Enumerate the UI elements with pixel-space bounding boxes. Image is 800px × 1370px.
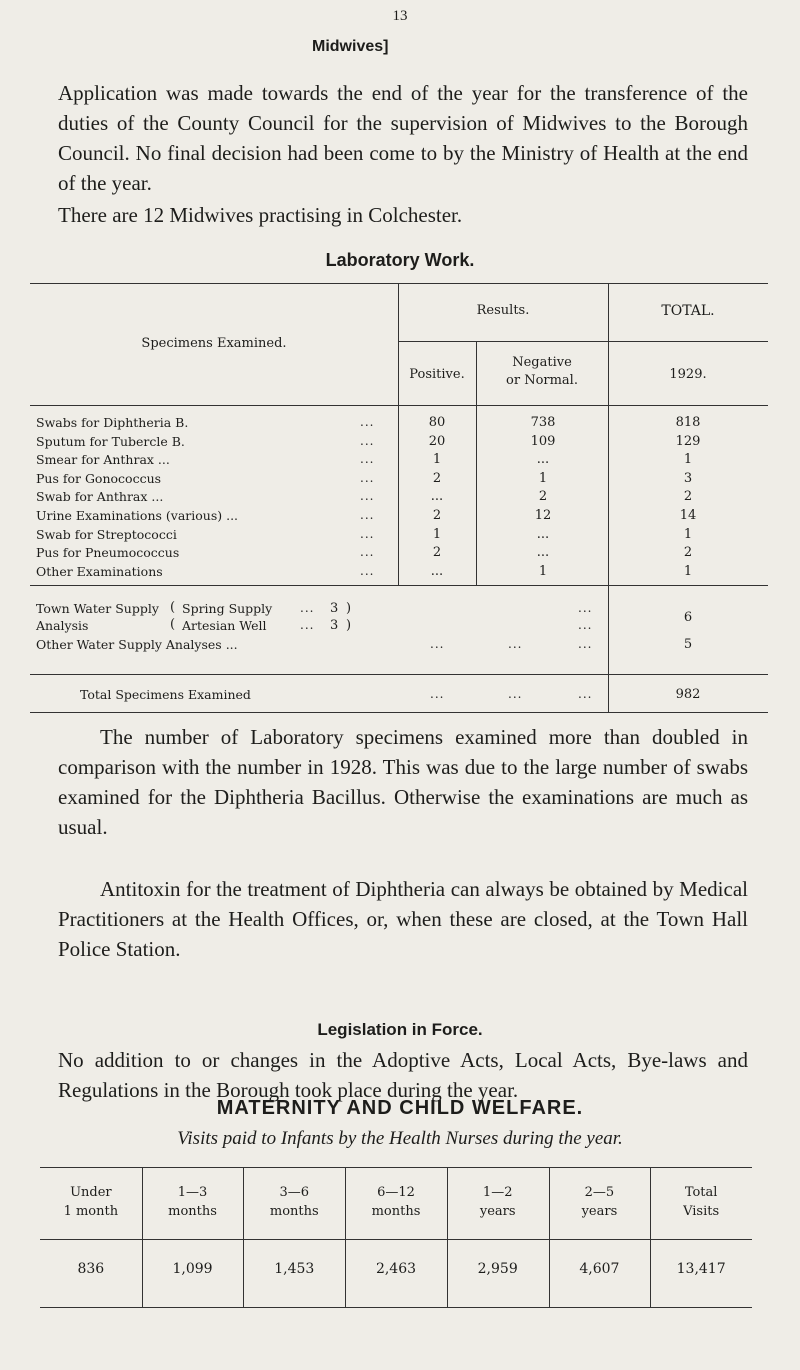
- positive-header: Positive.: [409, 367, 465, 382]
- visits-header-line1: Under: [70, 1185, 112, 1200]
- visits-value: 2,959: [477, 1261, 518, 1277]
- lab-row-label: Swab for Streptococci: [36, 526, 177, 542]
- lab-row-positive: 2: [432, 545, 442, 561]
- lab-row-label: Swab for Anthrax ...: [36, 489, 164, 505]
- midwives-heading: Midwives]: [312, 38, 389, 55]
- town-water-total: 6: [683, 610, 693, 625]
- brace-close-bottom: ): [346, 618, 352, 633]
- lab-summary-paragraph: The number of Laboratory specimens examined more than doubled in comparison with the number in 1928. This was due to the large number of swabs examined for the Diphtheria Bacillus. Otherwise the examinations are much as usual.: [58, 725, 748, 839]
- grand-total-value: 982: [675, 687, 701, 702]
- visits-value: 4,607: [579, 1261, 620, 1277]
- lab-row-negative: ...: [536, 545, 550, 561]
- legislation-paragraph: No addition to or changes in the Adoptive Acts, Local Acts, Bye-laws and Regulations in the Borough took place during the year.: [58, 1048, 748, 1102]
- laboratory-table: Results. TOTAL. Specimens Examined. Positive. Negative or Normal. 1929. Swabs for Diphtheria B. ... 80 738 818 Sputum for Tubercle B. ... 20 109 129 Smear for Anthrax ... ... 1 ... 1 Pus for Gonococcus ... 2 1 3 Swab for Anthrax ... ... ... 2 2 Urine Examinations (various) ... ... 2 12 14 Swab for Streptococci ... 1 ... 1 Pus for Pneumococcus ... 2 ... 2 Other Examinations ... ... 1 1 Town Water Supply Analysis ( ( Spring Supply Artesian Well ... ... 3 3 ) ) ... ... 6 Other Water Supply Analyses ... ... ... ... 5 Total Specimens Examined ... ... ... 982: [30, 283, 768, 713]
- negative-header-line1: Negative: [512, 355, 572, 370]
- visits-header-line2: 1 month: [63, 1204, 119, 1219]
- water-line1-label: Town Water Supply: [36, 601, 159, 616]
- lab-row-negative: 1: [538, 470, 548, 486]
- lab-row-total: 1: [683, 452, 693, 468]
- lab-row-positive: 20: [428, 433, 446, 449]
- lab-row-positive: ...: [430, 489, 444, 505]
- lab-row-positive: ...: [430, 563, 444, 579]
- negative-header-line2: or Normal.: [506, 373, 578, 388]
- leader-dots: ...: [360, 452, 375, 467]
- lab-row-total: 2: [683, 489, 693, 505]
- visits-header-line2: years: [581, 1204, 618, 1219]
- visits-value: 1,453: [274, 1261, 315, 1277]
- other-water-label: Other Water Supply Analyses ...: [36, 637, 238, 652]
- year-header: 1929.: [669, 367, 707, 382]
- antitoxin-paragraph: Antitoxin for the treatment of Diphtheria can always be obtained by Medical Practitioners at the Health Offices, or, when these are closed, at the Town Hall Police Station.: [58, 877, 748, 961]
- artesian-well-value: 3: [330, 618, 339, 633]
- midwives-paragraph: Application was made towards the end of the year for the transference of the duties of the County Council for the supervision of Midwives to the Borough Council. No final decision had been come to by the Ministry of Health at the end of the year.: [58, 81, 748, 195]
- visits-value: 836: [77, 1261, 105, 1277]
- grand-total-label: Total Specimens Examined: [80, 687, 251, 702]
- brace-open-bottom: (: [170, 617, 176, 632]
- lab-row-total: 1: [683, 563, 693, 579]
- brace-open-top: (: [170, 600, 176, 615]
- results-header: Results.: [476, 303, 530, 318]
- lab-row-total: 3: [683, 470, 693, 486]
- visits-caption: Visits paid to Infants by the Health Nurses during the year.: [177, 1128, 623, 1149]
- visits-value: 13,417: [676, 1261, 726, 1277]
- lab-row-label: Smear for Anthrax ...: [36, 452, 170, 468]
- lab-row-positive: 80: [428, 415, 446, 430]
- other-water-total: 5: [683, 637, 693, 652]
- lab-row-total: 818: [675, 415, 701, 430]
- maternity-heading: MATERNITY AND CHILD WELFARE.: [216, 1097, 584, 1119]
- leader-dots: ...: [360, 563, 375, 578]
- page-number: 13: [392, 8, 408, 24]
- leader-dots: ...: [360, 415, 375, 429]
- visits-header-line1: Total: [684, 1185, 718, 1200]
- lab-row-label: Other Examinations: [36, 563, 163, 579]
- visits-value: 2,463: [375, 1261, 417, 1277]
- lab-row-label: Swabs for Diphtheria B.: [36, 415, 189, 430]
- leader-dots: ...: [360, 433, 375, 448]
- leader-dots: ...: [360, 526, 375, 541]
- lab-row-total: 129: [675, 433, 701, 449]
- lab-row-total: 1: [683, 526, 693, 542]
- midwives-count-paragraph: There are 12 Midwives practising in Colchester.: [58, 203, 463, 227]
- lab-row-label: Sputum for Tubercle B.: [36, 433, 185, 449]
- lab-row-label: Pus for Pneumococcus: [36, 545, 180, 561]
- lab-row-positive: 1: [432, 452, 442, 468]
- lab-row-negative: 1: [538, 563, 548, 579]
- visits-table: [40, 1167, 752, 1332]
- lab-row-negative: 738: [530, 415, 556, 430]
- laboratory-heading: Laboratory Work.: [325, 250, 475, 270]
- visits-header-line2: months: [371, 1204, 421, 1219]
- visits-header-line1: 3—6: [279, 1185, 310, 1200]
- legislation-heading: Legislation in Force.: [317, 1020, 483, 1039]
- lab-row-negative: 12: [534, 508, 552, 523]
- leader-dots: ...: [360, 489, 375, 504]
- lab-row-negative: ...: [536, 452, 550, 468]
- lab-row-negative: 2: [538, 489, 548, 505]
- visits-header-line1: 2—5: [584, 1185, 615, 1200]
- brace-close-top: ): [346, 601, 352, 616]
- lab-row-label: Pus for Gonococcus: [36, 470, 162, 486]
- visits-header-line1: 1—2: [482, 1185, 513, 1200]
- visits-header-line1: 1—3: [177, 1185, 208, 1200]
- lab-row-total: 2: [683, 545, 693, 561]
- visits-header-line2: months: [269, 1204, 319, 1219]
- water-line2-label: Analysis: [36, 618, 89, 633]
- visits-value: 1,099: [172, 1261, 213, 1277]
- lab-row-positive: 2: [432, 470, 442, 486]
- visits-header-line1: 6—12: [377, 1185, 415, 1200]
- specimens-header: Specimens Examined.: [141, 336, 287, 351]
- lab-row-positive: 2: [432, 508, 442, 523]
- lab-row-label: Urine Examinations (various) ...: [36, 508, 239, 523]
- lab-row-positive: 1: [432, 526, 442, 542]
- lab-row-negative: 109: [530, 433, 556, 449]
- visits-header-line2: months: [168, 1204, 217, 1219]
- leader-dots: ...: [360, 470, 375, 485]
- lab-row-total: 14: [679, 508, 697, 523]
- spring-supply-label: Spring Supply: [182, 601, 273, 616]
- visits-header-line2: years: [479, 1204, 516, 1219]
- spring-supply-value: 3: [330, 601, 339, 616]
- leader-dots: ...: [360, 545, 375, 560]
- leader-dots: ...: [360, 508, 375, 522]
- visits-header-line2: Visits: [683, 1204, 720, 1219]
- artesian-well-label: Artesian Well: [182, 618, 267, 633]
- lab-row-negative: ...: [536, 526, 550, 542]
- total-header: TOTAL.: [661, 303, 715, 319]
